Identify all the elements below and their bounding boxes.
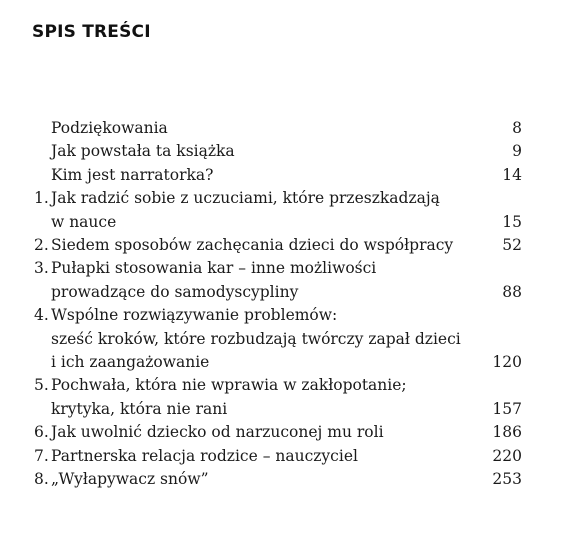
toc-entry [34, 234, 524, 257]
entry-title-line: Jak uwolnić dziecko od narzuconej mu roli [51, 423, 384, 442]
entry-title-line: w nauce [51, 212, 117, 231]
chapter-number: 8. [34, 470, 49, 489]
entry-title-line: Pułapki stosowania kar – inne możliwości [51, 259, 377, 278]
page-number: 88 [502, 282, 522, 301]
entry-title-line: Pochwała, która nie wprawia w zakłopotanie; [51, 376, 407, 395]
page-number: 157 [492, 399, 522, 418]
entry-title-line: Kim jest narratorka? [51, 165, 214, 184]
entry-title-line: Jak radzić sobie z uczuciami, które przeszkadzają [51, 189, 440, 208]
chapter-number: 2. [34, 236, 49, 255]
toc-entry [34, 117, 524, 140]
page-number: 15 [502, 212, 522, 231]
entry-title-line: prowadzące do samodyscypliny [51, 282, 299, 301]
toc-entry [34, 257, 524, 304]
page-title: SPIS TREŚCI [32, 22, 151, 42]
entry-title-line: Podziękowania [51, 119, 168, 137]
entry-title-line: Jak powstała ta książka [51, 142, 235, 161]
entry-title-line: Wspólne rozwiązywanie problemów: [51, 306, 338, 325]
page-number: 120 [492, 353, 522, 372]
toc-entry [34, 468, 524, 491]
page-number: 52 [502, 236, 522, 255]
entry-title-line: „Wyłapywacz snów” [51, 470, 209, 489]
page-number: 9 [512, 142, 522, 161]
page-number: 220 [492, 446, 522, 465]
entry-title-line: Partnerska relacja rodzice – nauczyciel [51, 446, 358, 465]
chapter-number: 7. [34, 446, 49, 465]
toc-entry [34, 164, 524, 187]
chapter-number: 6. [34, 423, 49, 442]
chapter-number: 4. [34, 306, 49, 325]
table-of-contents [34, 117, 524, 492]
chapter-number: 1. [34, 189, 49, 208]
chapter-number: 3. [34, 259, 49, 278]
page-number: 186 [492, 423, 522, 442]
toc-entry [34, 140, 524, 163]
entry-title-line: i ich zaangażowanie [51, 353, 210, 372]
toc-entry [34, 187, 524, 234]
page-number: 14 [502, 165, 522, 184]
chapter-number: 5. [34, 376, 49, 395]
entry-title-line: krytyka, która nie rani [51, 399, 228, 418]
toc-entry [34, 374, 524, 421]
toc-entry [34, 445, 524, 468]
page-number: 253 [492, 470, 522, 489]
toc-entry [34, 421, 524, 444]
entry-title-line: sześć kroków, które rozbudzają twórczy zapał dzieci [51, 329, 461, 348]
toc-entry [34, 304, 524, 374]
page-number: 8 [512, 119, 522, 137]
entry-title-line: Siedem sposobów zachęcania dzieci do współpracy [51, 236, 454, 255]
